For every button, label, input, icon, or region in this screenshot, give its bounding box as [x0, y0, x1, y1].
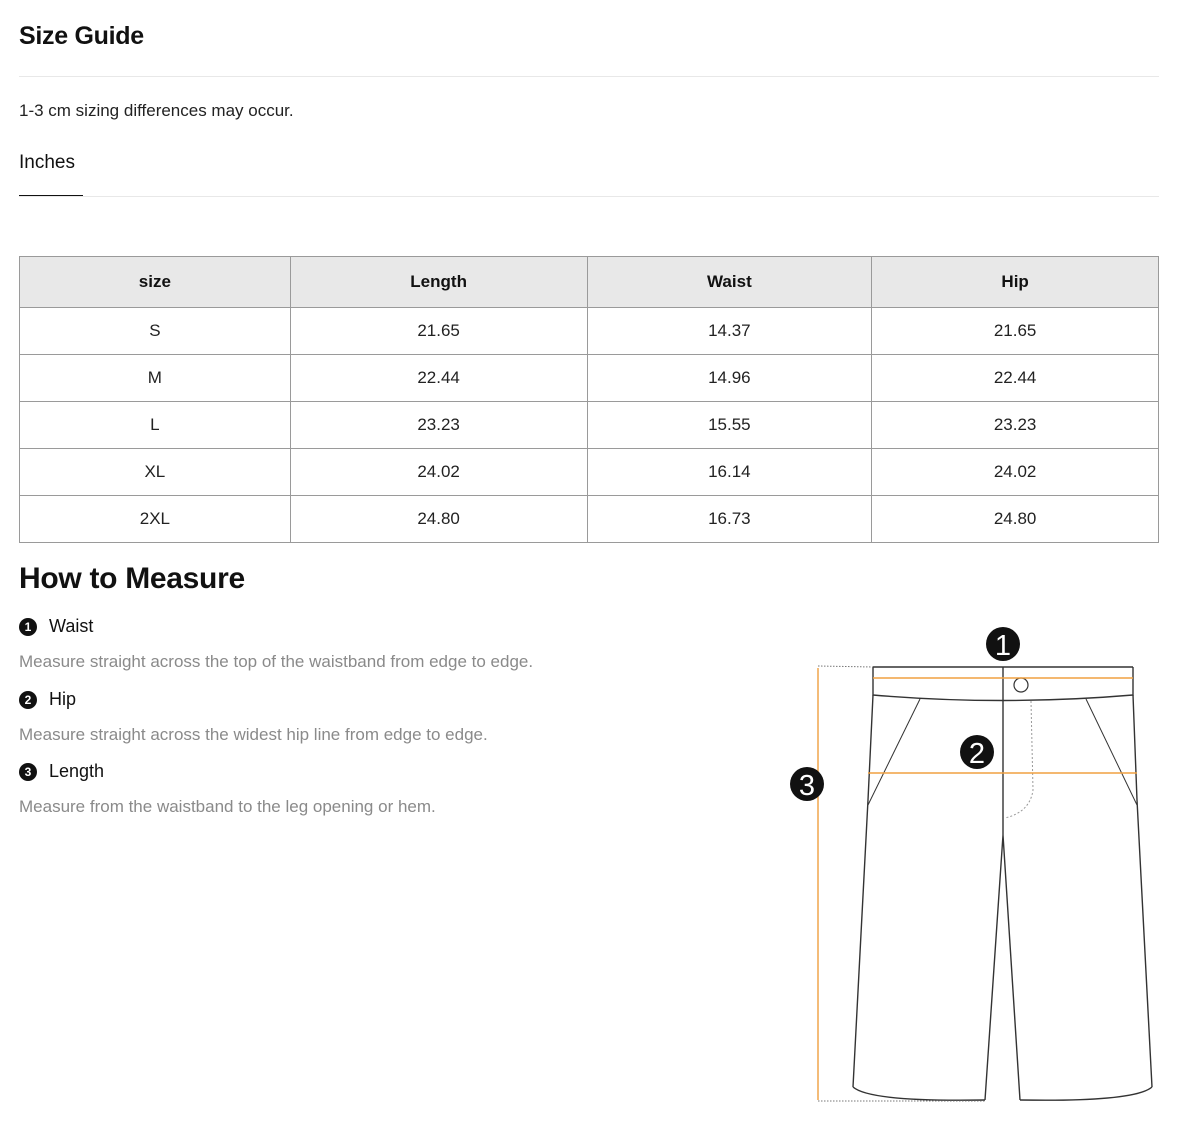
table-cell: 22.44: [872, 355, 1159, 402]
tab-divider: [19, 196, 1159, 197]
table-cell: 14.37: [587, 308, 872, 355]
divider: [19, 76, 1159, 77]
measure-item-length: [19, 761, 104, 782]
column-header-size: size: [20, 257, 291, 308]
measure-label: Hip: [49, 689, 77, 709]
table-row: [20, 308, 1159, 355]
table-cell: 23.23: [290, 402, 587, 449]
table-cell: 21.65: [290, 308, 587, 355]
table-cell: 24.80: [872, 496, 1159, 543]
table-row: [20, 355, 1159, 402]
table-cell: 21.65: [872, 308, 1159, 355]
table-cell: 23.23: [872, 402, 1159, 449]
measure-description: Measure from the waistband to the leg opening or hem.: [19, 797, 436, 816]
column-header-hip: Hip: [872, 257, 1159, 308]
table-cell: 16.73: [587, 496, 872, 543]
measure-item-hip: [19, 689, 76, 710]
marker-2: [960, 735, 994, 770]
measure-label: Waist: [49, 616, 94, 636]
table-row: [20, 449, 1159, 496]
size-table: [19, 256, 1159, 543]
table-cell: 24.80: [290, 496, 587, 543]
measure-description: Measure straight across the widest hip line from edge to edge.: [19, 725, 488, 744]
table-row: [20, 496, 1159, 543]
table-cell: L: [20, 402, 291, 449]
table-cell: 24.02: [872, 449, 1159, 496]
sizing-note: 1-3 cm sizing differences may occur.: [19, 101, 294, 120]
table-header-row: [20, 257, 1159, 308]
tab-inches[interactable]: Inches: [19, 152, 75, 173]
number-two-icon: 2: [19, 691, 37, 709]
table-cell: S: [20, 308, 291, 355]
column-header-length: Length: [290, 257, 587, 308]
measure-description: Measure straight across the top of the waistband from edge to edge.: [19, 652, 534, 671]
table-cell: 15.55: [587, 402, 872, 449]
table-cell: 16.14: [587, 449, 872, 496]
table-row: [20, 402, 1159, 449]
measure-label: Length: [49, 761, 105, 781]
page-title: Size Guide: [19, 22, 144, 50]
table-cell: M: [20, 355, 291, 402]
table-cell: XL: [20, 449, 291, 496]
marker-3: [790, 767, 824, 802]
number-three-icon: 3: [19, 763, 37, 781]
table-cell: 14.96: [587, 355, 872, 402]
marker-1: [986, 627, 1020, 662]
table-cell: 22.44: [290, 355, 587, 402]
how-to-measure-title: How to Measure: [19, 562, 245, 595]
marker-label: 2: [968, 738, 986, 770]
marker-label: 3: [798, 770, 816, 802]
table-cell: 2XL: [20, 496, 291, 543]
column-header-waist: Waist: [587, 257, 872, 308]
table-cell: 24.02: [290, 449, 587, 496]
marker-label: 1: [994, 630, 1012, 662]
shorts-diagram-icon: [780, 620, 1180, 1120]
measure-item-waist: [19, 616, 93, 637]
number-one-icon: 1: [19, 618, 37, 636]
